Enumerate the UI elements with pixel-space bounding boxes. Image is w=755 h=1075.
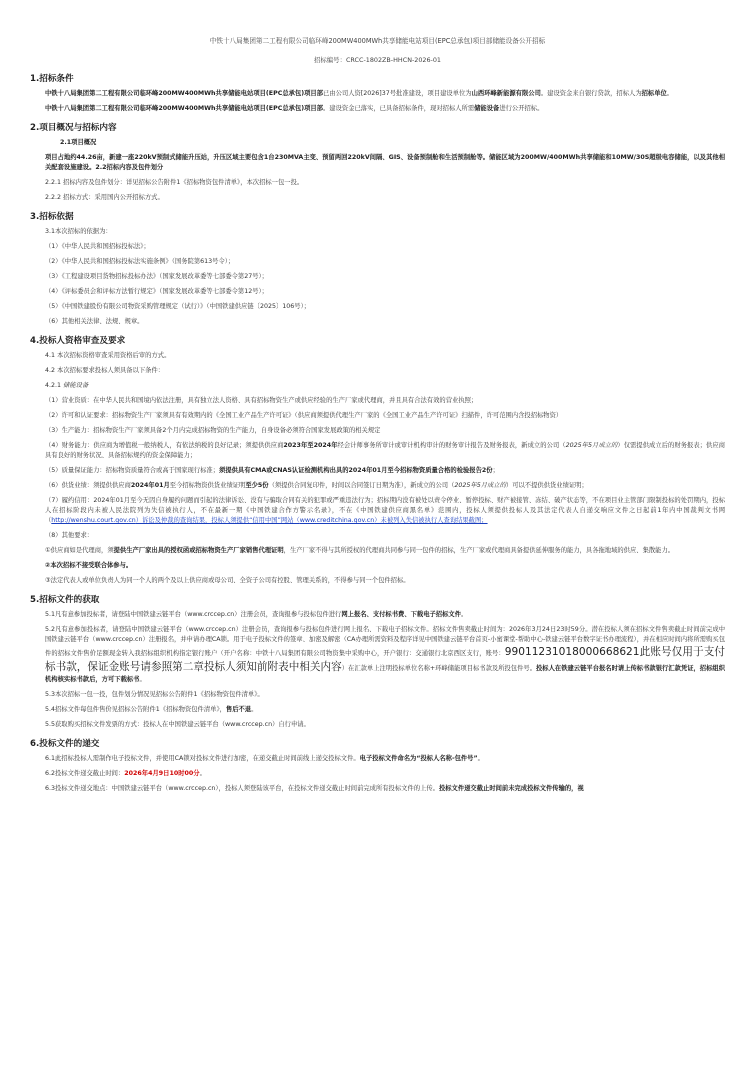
text: 5.2凡有意参加投标者，请登陆中国铁建云链平台（www.crccep.cn）注册会员，查询报参与投标包件进行网上报名、下载电子招标文件。招标文件售卖截止时间为：2026年3月24日23时59分。潜在投标人须在招标文件售卖截止时间前完成中国铁建云链平台（www.crccep.cn）注册报名，并申请办理CA锁。用于电子投标文件的签章、加密及解密（CA办理所需资料及程序详见中国铁建云链平台首页-小蜜课堂-帮助中心-铁建云链平台数字证书办理流程），并在相应时间内将所需购买包件的招标文件售价足额现金转入我招标组织机构指定银行账户（开户名称：中铁十八局集团有限公司物资集中采购中心，开户银行：交通银行北京西区支行，账号： <box>45 626 725 657</box>
text: 至今招标物资供货业绩证明 <box>169 482 246 489</box>
text: 6.3投标文件递交地点：中国铁建云链平台（www.crccep.cn），投标人须登陆该平台，在投标文件递交截止时间前完成所有投标文件的上传。 <box>45 785 439 792</box>
section-1-para-2 <box>30 104 725 114</box>
text: （7）履约信用：2024年01月至今无因自身履约问题而引起的法律诉讼、没有与骗取合同有关的犯罪或严重违法行为；招标期内没有被处以责令停业、暂停投标、财产被接管、冻结、破产状态等，不在项目业主管部门限制投标的处罚期内，投标人在招标阶段内未被人民法院列为失信被执行人，不在最新一期《中国铁建合作方警示名录》，不在《中国铁建供应商黑名单》范围内，投标人须提供投标人及其法定代表人自递交响应文件之日起前1年内中国裁判文书网（ <box>45 497 725 524</box>
item-6-3 <box>30 784 725 794</box>
text: 。 <box>251 706 258 713</box>
announcement-page <box>30 0 725 794</box>
goods-name: 储能设备 <box>63 382 89 389</box>
goods-name: 储能设备 <box>474 105 500 112</box>
item-5-3: 5.3本次招标一包一投，包件划分情况见招标公告附件1《招标物资包件清单》。 <box>45 691 264 698</box>
text: ）诉讼及仲裁的查询结果，投标人须提供“信用中国”网站（ <box>135 517 300 524</box>
text: 。 <box>460 611 468 618</box>
no-refund: 售后不退 <box>225 706 252 713</box>
section-5-heading: 5.招标文件的获取 <box>30 595 100 605</box>
item-4-2-1 <box>30 381 725 391</box>
section-6-heading: 6.投标文件的递交 <box>30 739 100 749</box>
condition-3: （3）生产能力：招标物资生产厂家须具备2个月内完成招标物资的生产能力，自身设备必须符合国家发展政策的相关规定 <box>45 427 381 434</box>
condition-1: （1）营业资质：在中华人民共和国境内依法注册，具有独立法人资格、具有招标物资生产或供应经验的生产厂家或代理商，并且具有合法有效的营业执照； <box>45 397 478 404</box>
basis-item: （3）《工程建设项目货物招标投标办法》（国家发展改革委等七部委令第27号）； <box>45 273 268 280</box>
num: 4.2.1 <box>45 382 62 389</box>
text: 。 <box>477 755 484 762</box>
condition-4 <box>30 441 725 461</box>
condition-7 <box>30 496 725 526</box>
creditchina-link[interactable]: www.creditchina.gov.cn <box>299 517 375 524</box>
item-5-2 <box>30 625 725 685</box>
basis-item: （1）《中华人民共和国招标投标法》； <box>45 243 150 250</box>
text: 。 <box>199 770 206 777</box>
account-note: 此账号仅用于支付标书款，保证金账号请参照第二章投标人须知前附表中相关内容 <box>45 646 726 673</box>
project-name: 中铁十八局集团第二工程有限公司临环峰200MW400MWh共享储能电站项目(EPC总承包)项目部 <box>45 90 323 97</box>
text: ）在汇款单上注明投标单位名称+环峰储能项目标书款及所投包件号。 <box>341 665 536 672</box>
text: （5）质量保证能力：招标物资质量符合或高于国家现行标准； <box>45 467 220 474</box>
other-req-2: ②本次招标不接受联合体参与。 <box>45 562 133 569</box>
item-5-1 <box>30 610 725 620</box>
condition-5 <box>30 466 725 476</box>
performance-count: 至少5份 <box>245 482 269 489</box>
text: 6.2投标文件递交截止时间： <box>45 770 125 777</box>
item-6-2 <box>30 769 725 779</box>
text: ； <box>492 467 499 474</box>
text: 批准建设，项目建设单位为 <box>396 90 472 97</box>
text: 。 <box>666 90 674 97</box>
section-3-heading: 3.招标依据 <box>30 212 74 222</box>
condition-6 <box>30 481 725 491</box>
text: 进行公开招标。 <box>499 105 544 112</box>
text: （须提供合同复印件，时间以合同签订日期为准），新成立的公司（ <box>268 482 455 489</box>
text: 。建设资金来自银行贷款，招标人为 <box>540 90 642 97</box>
text: ①供应商如是代理商，须 <box>45 547 114 554</box>
subsection-2-1: 2.1项目概况 <box>60 139 97 146</box>
item-6-1 <box>30 754 725 764</box>
text: ）仅需提供成立后的财务报表；供应商具有良好的财务状况、具备招标规约的资金保障能力； <box>45 442 726 459</box>
bank-account: 990112310180006686​21 <box>504 646 640 658</box>
new-company-date: 2025年5月成立的 <box>454 482 506 489</box>
text: 5.1凡有意参加投标者，请登陆中国铁建云链平台（www.crccep.cn）注册会员，查询报参与投标包件进行 <box>45 611 342 618</box>
online-steps: 网上报名、支付标书费、下载电子招标文件 <box>341 611 461 618</box>
item-5-5: 5.5获取购买招标文件发票的方式：投标人在中国铁建云链平台（www.crccep.cn）自行申请。 <box>45 721 310 728</box>
other-req-3: ③法定代表人或单位负责人为同一个人的两个及以上供应商或母公司、全资子公司有控股、管理关系的，不得参与同一个包件招标。 <box>45 577 410 584</box>
text: （6）供货业绩：须提供供应商 <box>45 482 131 489</box>
text: （4）财务能力：供应商为增值税一般纳税人，有依法纳税的良好记录；须提供供应商 <box>45 442 284 449</box>
section-1-para-1 <box>30 89 725 99</box>
deadline: 2026年4月9日10时00分 <box>124 770 200 777</box>
approval-doc: 已由公司人资[2026]37号 <box>323 90 397 97</box>
basis-item: （6）其他相关法律、法规、规章。 <box>45 318 144 325</box>
text: ）可以不提供供货业绩证明； <box>505 482 588 489</box>
condition-8: （8）其他要求： <box>45 532 94 539</box>
other-req-1 <box>30 546 725 556</box>
subsection-2-2: 2.2招标内容及包件划分 <box>95 164 164 171</box>
inspection-report-req: 须提供具有CMA或CNAS认证检测机构出具的2024年01月至今招标物资质量合格的检验报告2份 <box>219 467 493 474</box>
text: 经会计师事务所审计或审计机构审计的财务审计报告及财务报表，新成立的公司（ <box>337 442 566 449</box>
upload-proof-note: 投标人在铁建云链平台报名时请上传标书款银行汇款凭证，招标组织机构核实标书款后，方可下载标书 <box>45 665 725 683</box>
text: 。 <box>139 676 146 683</box>
audit-years: 2023年至2024年 <box>283 442 338 449</box>
project-name: 中铁十八局集团第二工程有限公司临环峰200MW400MWh共享储能电站项目(EPC总承包)项目部 <box>45 105 323 112</box>
item-4-1: 4.1 本次招标资格审查采用资格后审的方式。 <box>45 352 171 359</box>
tenderer: 招标单位 <box>641 90 667 97</box>
performance-start: 2024年01月 <box>130 482 170 489</box>
item-2-2-1: 2.2.1 招标内容及包件划分：详见招标公告附件1《招标物资包件清单》，本次招标一包一投。 <box>45 179 304 186</box>
new-company-date: 2025年5月成立的 <box>565 442 618 449</box>
text: 6.1此招标投标人需制作电子投标文件，并使用CA锁对投标文件进行加密，在递交截止时间前线上递交投标文件。 <box>45 755 360 762</box>
deadline-warning: 投标文件递交截止时间前未完成投标文件传输的，视 <box>438 785 584 792</box>
text: 5.4招标文件每包件售价见招标公告附件1《招标物资包件清单》， <box>45 706 226 713</box>
wenshu-link[interactable]: http://wenshu.court.gov.cn <box>51 517 136 524</box>
project-overview <box>30 153 725 173</box>
file-naming: 电子投标文件命名为“投标人名称-包件号” <box>359 755 478 762</box>
section-2-heading: 2.项目概况与招标内容 <box>30 123 117 133</box>
text: 。建设资金已落实，已具备招标条件，现对招标人所需 <box>323 105 475 112</box>
section-1-heading: 1.招标条件 <box>30 74 74 84</box>
condition-2: （2）许可和认证要求：招标物资生产厂家须具有有效期内的《全国工业产品生产许可证》（供应商须提供代理生产厂家的《全国工业产品生产许可证》扫描件，许可范围内含投招标物资） <box>45 412 563 419</box>
basis-item: （4）《评标委员会和评标方法暂行规定》（国家发展改革委等七部委令第12号）； <box>45 288 268 295</box>
item-4-2: 4.2 本次招标要求投标人须具备以下条件： <box>45 367 165 374</box>
text: ）未被列入失信被执行人查询结果截图； <box>374 517 488 524</box>
text: ，生产厂家不得与其所授权的代理商共同参与同一包件的招标，生产厂家或代理商具备提供延伸服务的能力，具各拖地域的供应、集散能力。 <box>283 547 675 554</box>
basis-item: （5）《中国铁建股份有限公司物资采购管理规定（试行）》（中国铁建供应链〔2025〕106号）； <box>45 303 311 310</box>
document-title: 中铁十八局集团第二工程有限公司临环峰200MW400MWh共享储能电站项目(EPC总承包)项目部储能设备公开招标 <box>209 37 546 45</box>
item-2-2-2: 2.2.2 招标方式：采用国内公开招标方式。 <box>45 194 164 201</box>
basis-item: （2）《中华人民共和国招标投标法实施条例》（国务院第613号令）； <box>45 258 235 265</box>
authorization-req: 提供生产厂家出具的授权函或招标物资生产厂家销售代理证明 <box>113 547 284 554</box>
basis-intro: 3.1本次招标的依据为： <box>45 228 112 235</box>
overview-text: 项目占地约44.26亩，新建一座220kV预制式储能升压站，升压区域主要包含1台230MVA主变、预留两回220kV间隔、GIS、设备预制舱和生活预制舱等。储能区域为200MW/400MWh共享储能和10MW/30S超级电容储能，以及其他相关配套设施建设。 <box>45 154 725 171</box>
item-5-4 <box>30 705 725 715</box>
tender-code: 招标编号：CRCC-1802ZB-HHCN-2026-01 <box>314 56 441 64</box>
section-4-heading: 4.投标人资格审查及要求 <box>30 336 126 346</box>
owner-name: 山西环峰新能源有限公司 <box>471 90 541 97</box>
